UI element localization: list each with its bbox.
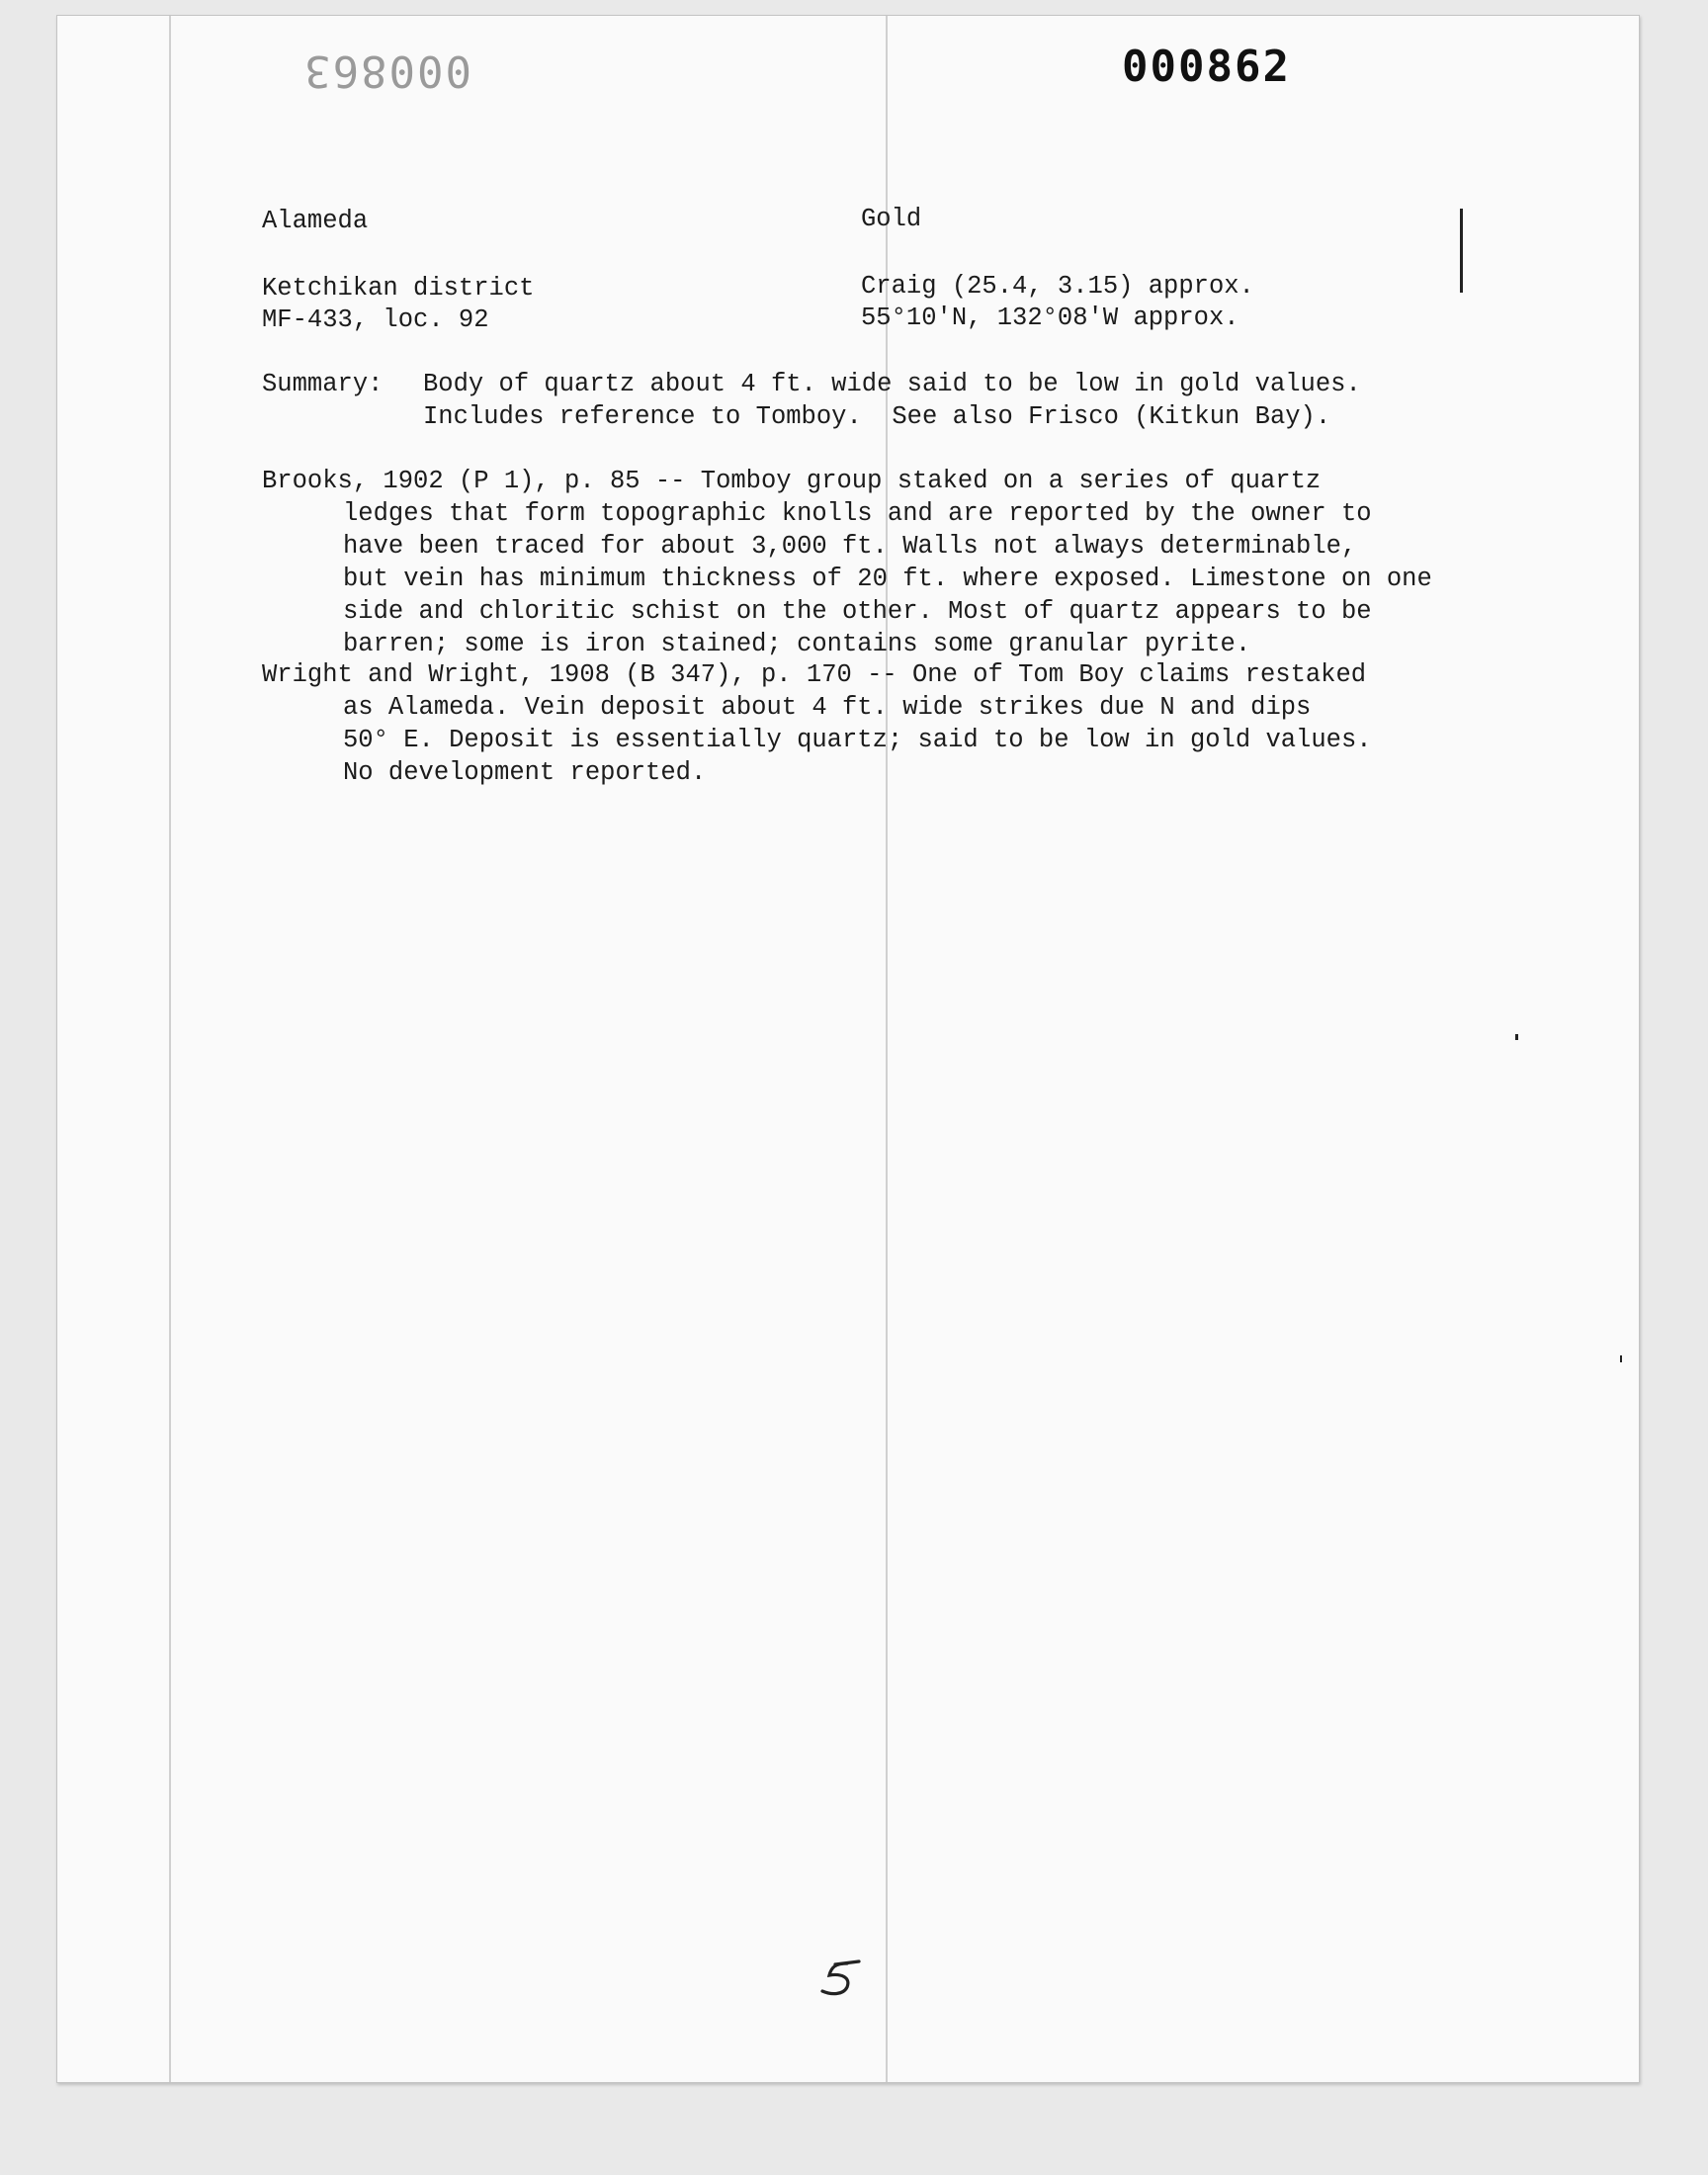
coordinates: 55°10'N, 132°08'W approx. bbox=[861, 304, 1239, 332]
deposit-name: Alameda bbox=[262, 207, 369, 235]
scan-artifact bbox=[1515, 1034, 1518, 1040]
scan-artifact bbox=[1620, 1355, 1622, 1362]
reference-entry bbox=[262, 465, 1658, 660]
reference-line: have been traced for about 3,000 ft. Walls not always determinable, bbox=[343, 532, 1357, 561]
map-reference: MF-433, loc. 92 bbox=[262, 305, 489, 334]
reference-line: barren; some is iron stained; contains some granular pyrite. bbox=[343, 630, 1251, 658]
reference-entry bbox=[262, 658, 1658, 789]
scan-artifact bbox=[1460, 209, 1463, 293]
summary-line: Includes reference to Tomboy. See also Frisco (Kitkun Bay). bbox=[423, 402, 1331, 431]
district: Ketchikan district bbox=[262, 274, 535, 303]
page-stamp: 000862 bbox=[1122, 42, 1291, 92]
scan-fold-line bbox=[169, 16, 171, 2082]
reference-line: ledges that form topographic knolls and are reported by the owner to bbox=[343, 499, 1372, 528]
reference-citation: Wright and Wright, 1908 (B 347), p. 170 -- One of Tom Boy claims restaked bbox=[262, 660, 1367, 689]
reference-line: side and chloritic schist on the other. Most of quartz appears to be bbox=[343, 597, 1372, 626]
handwritten-page-number bbox=[796, 1948, 914, 2007]
reference-line: No development reported. bbox=[343, 758, 707, 787]
quadrangle: Craig (25.4, 3.15) approx. bbox=[861, 272, 1254, 301]
summary-label: Summary: bbox=[262, 370, 384, 398]
reference-line: but vein has minimum thickness of 20 ft. where exposed. Limestone on one bbox=[343, 565, 1432, 593]
reference-citation: Brooks, 1902 (P 1), p. 85 -- Tomboy group staked on a series of quartz bbox=[262, 467, 1322, 495]
commodity: Gold bbox=[861, 205, 922, 233]
reference-line: 50° E. Deposit is essentially quartz; said to be low in gold values. bbox=[343, 726, 1372, 754]
summary-line: Body of quartz about 4 ft. wide said to be low in gold values. bbox=[423, 370, 1361, 398]
page-stamp-mirrored: 000863 bbox=[302, 45, 471, 96]
reference-line: as Alameda. Vein deposit about 4 ft. wide strikes due N and dips bbox=[343, 693, 1312, 722]
